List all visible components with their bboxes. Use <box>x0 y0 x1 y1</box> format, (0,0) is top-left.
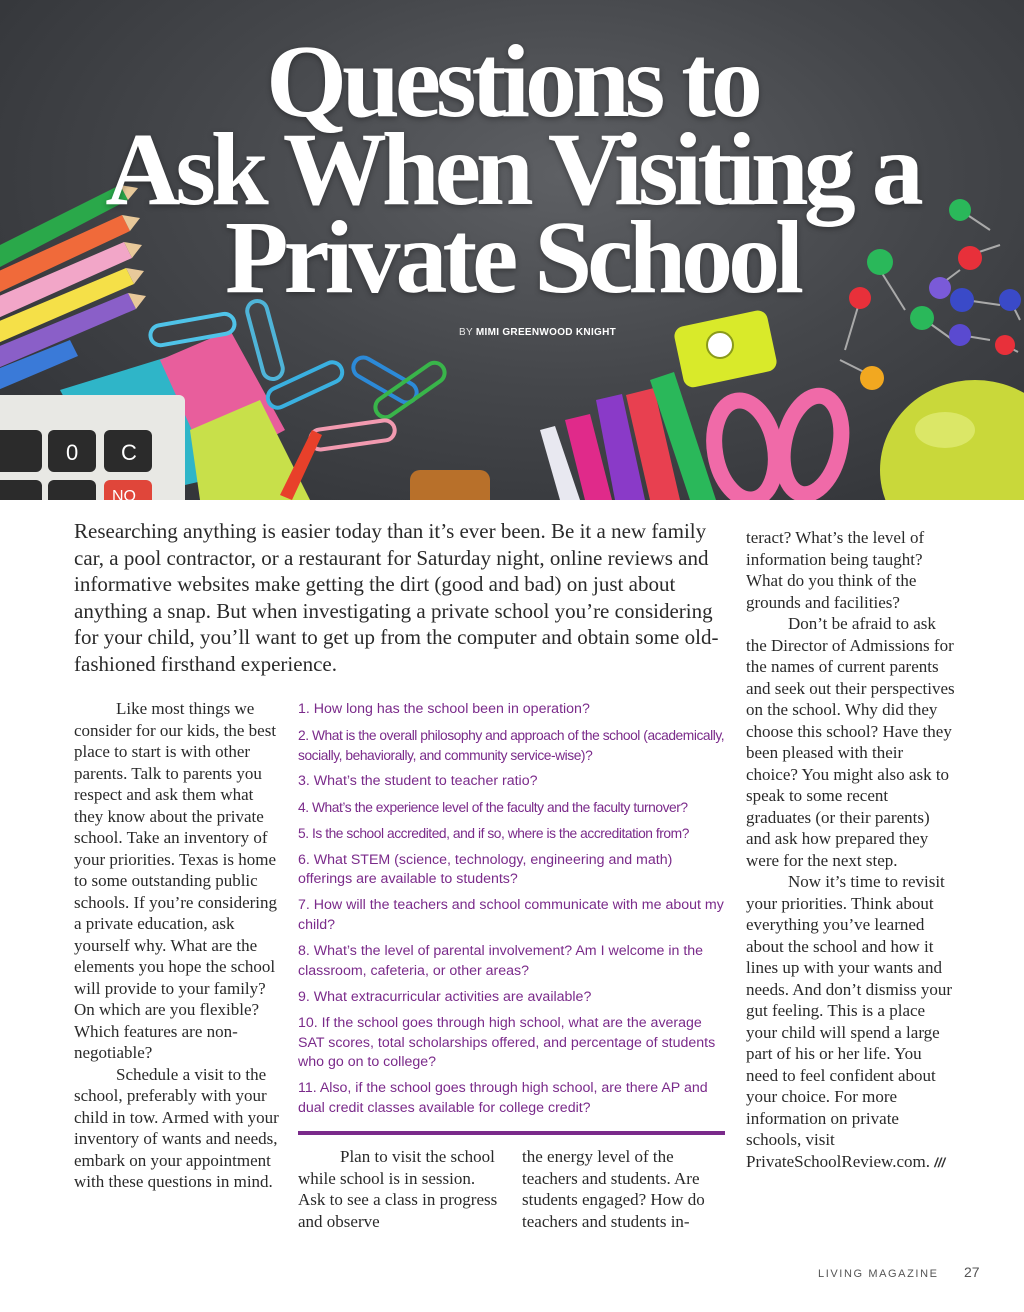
question-item: 2. What is the overall philosophy and approach of the school (academically, socially, behaviorally, and community service-wise)? <box>298 728 725 763</box>
column-2a <box>298 1146 498 1232</box>
question-list-divider <box>298 1131 725 1135</box>
question-item: 3. What’s the student to teacher ratio? <box>298 772 538 789</box>
column-2a-paragraph: Plan to visit the school while school is in session. Ask to see a class in progress and observe <box>298 1147 498 1231</box>
calculator <box>0 395 185 500</box>
byline-prefix: BY <box>459 327 473 338</box>
markers <box>540 372 716 500</box>
byline-author: MIMI GREENWOOD KNIGHT <box>475 327 617 338</box>
question-item: 8. What’s the level of parental involvement? Am I welcome in the classroom, cafeteria, or other areas? <box>298 943 704 979</box>
end-mark: /// <box>934 1154 946 1170</box>
question-item: 10. If the school goes through high school, what are the average SAT scores, total scholarships offered, and percentage of students who go on to college? <box>298 1015 716 1071</box>
column-3-paragraph-3 <box>746 871 956 1173</box>
question-item: 4. What’s the experience level of the faculty and the faculty turnover? <box>298 800 688 816</box>
wood-block <box>410 470 490 500</box>
title-line-1: Questions to <box>266 24 758 139</box>
column-2b <box>522 1146 727 1232</box>
title-line-2: Ask When Visiting a <box>105 112 919 227</box>
column-3-paragraph-3-text: Now it’s time to revisit your priorities. Think about everything you’ve learned about the school and how it lines up with your wants and needs. And don’t dismiss your gut feeling. This is a place your child will spend a large part of his or her life. You need to feel confident about your choice. For more information on private schools, visit PrivateSchoolReview.com. <box>746 872 953 1171</box>
question-item: 7. How will the teachers and school communicate with me about my child? <box>298 897 724 933</box>
column-1-paragraph-1: Like most things we consider for our kids, the best place to start is with other parents. Talk to parents you respect and ask them what they know about the private school. Take an inventory of your priorities. Texas is home to some outstanding public schools. If you’re considering a private education, ask yourself why. What are the elements you hope the school will provide to your family? On which are you flexible? Which features are non-negotiable? <box>74 699 278 1062</box>
column-3-paragraph-2: Don’t be afraid to ask the Director of Admissions for the names of current parents and seek out their perspectives on the school. Why did they choose this school? Have they been pleased with their choice? You might also ask to speak to some recent graduates (or their parents) and ask how prepared they were for the next step. <box>746 614 955 870</box>
pencil-sharpener <box>673 309 779 389</box>
scissors <box>707 390 850 500</box>
question-item: 9. What extracurricular activities are available? <box>298 988 592 1005</box>
column-1-paragraph-2: Schedule a visit to the school, preferably with your child in tow. Armed with your inventory of wants and needs, embark on your appointment with these questions in mind. <box>74 1064 279 1191</box>
question-item: 6. What STEM (science, technology, engineering and math) offerings are available to students? <box>298 851 673 888</box>
column-3-paragraph-1: teract? What’s the level of information being taught? What do you think of the grounds and facilities? <box>746 528 925 612</box>
column-2b-paragraph: the energy level of the teachers and students. Are students engaged? How do teachers and students in- <box>522 1147 705 1231</box>
column-1 <box>74 698 279 1193</box>
column-3 <box>746 527 956 1173</box>
article-title <box>0 24 1024 315</box>
intro-paragraph: Researching anything is easier today than it’s ever been. Be it a new family car, a pool contractor, or a restaurant for Saturday night, online reviews and informative websites make getting the dirt (good and bad) on just about anything a snap. But when investigating a private school you’re considering for your child, you’ll want to get up from the computer and obtain some old-fashioned firsthand experience. <box>74 519 719 676</box>
calculator-key-no: NO <box>112 488 136 500</box>
calculator-key-0: 0 <box>66 440 79 465</box>
calculator-key-c: C <box>121 440 137 465</box>
question-list <box>298 700 728 1125</box>
magazine-name: LIVING MAGAZINE <box>818 1268 939 1280</box>
title-line-3: Private School <box>224 200 800 315</box>
page-number: 27 <box>964 1264 980 1280</box>
question-item: 5. Is the school accredited, and if so, where is the accreditation from? <box>298 826 689 842</box>
question-item: 11. Also, if the school goes through high school, are there AP and dual credit classes available for college credit? <box>298 1080 708 1117</box>
byline <box>459 327 616 338</box>
question-item: 1. How long has the school been in operation? <box>298 701 590 717</box>
hero-image <box>0 0 1024 500</box>
